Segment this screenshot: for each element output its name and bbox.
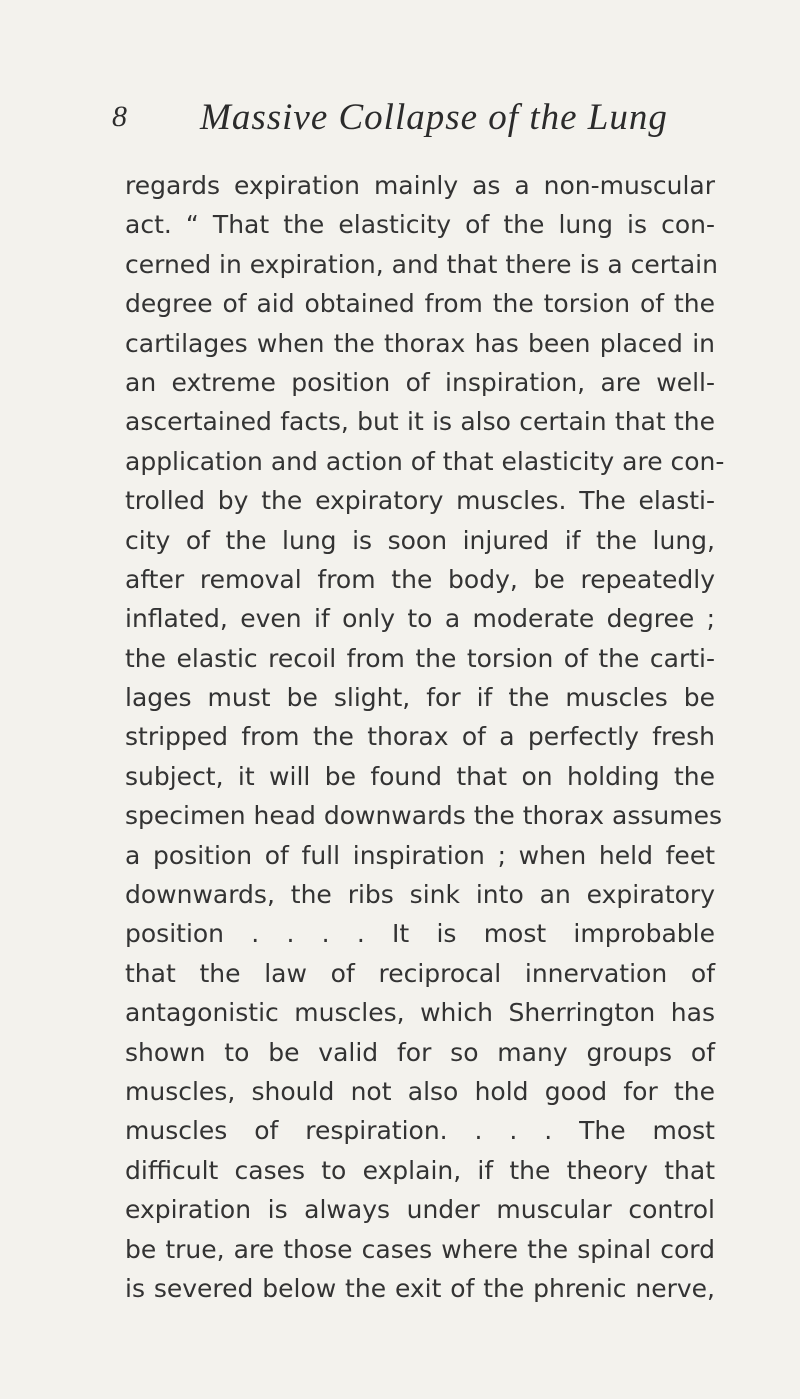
page-header (112, 96, 752, 146)
text-line: trolled by the expiratory muscles. The elasti- (125, 486, 715, 516)
text-line: position . . . . It is most improbable (125, 919, 715, 949)
body-text (125, 166, 725, 1308)
page-number: 8 (112, 100, 127, 133)
text-line: regards expiration mainly as a non-muscular (125, 171, 715, 200)
text-line: application and action of that elasticity are con- (125, 446, 725, 476)
text-line: that the law of reciprocal innervation of (125, 958, 715, 988)
text-line: lages must be slight, for if the muscles be (125, 683, 715, 713)
text-line: is severed below the exit of the phrenic nerve, (125, 1273, 715, 1303)
text-line: a position of full inspiration ; when held feet (125, 840, 715, 870)
text-line: city of the lung is soon injured if the lung, (125, 525, 715, 555)
text-line: antagonistic muscles, which Sherrington has (125, 998, 715, 1028)
text-line: specimen head downwards the thorax assumes (125, 801, 722, 831)
text-line: muscles of respiration. . . . The most (125, 1116, 715, 1146)
text-line: shown to be valid for so many groups of (125, 1037, 715, 1067)
text-line: cerned in expiration, and that there is a certain (125, 249, 718, 279)
text-line: an extreme position of inspiration, are well- (125, 367, 715, 397)
text-line: downwards, the ribs sink into an expiratory (125, 880, 715, 910)
text-line: degree of aid obtained from the torsion of the (125, 289, 715, 319)
text-line: expiration is always under muscular control (125, 1195, 715, 1225)
text-line: after removal from the body, be repeatedly (125, 564, 715, 594)
text-line: ascertained facts, but it is also certain that the (125, 407, 715, 437)
text-line: subject, it will be found that on holding the (125, 761, 715, 791)
text-line: cartilages when the thorax has been placed in (125, 328, 715, 358)
text-line: the elastic recoil from the torsion of the carti- (125, 643, 715, 673)
text-line: difficult cases to explain, if the theory that (125, 1155, 715, 1185)
text-line: muscles, should not also hold good for the (125, 1076, 715, 1106)
text-line: be true, are those cases where the spinal cord (125, 1234, 715, 1264)
text-line: act. “ That the elasticity of the lung is con- (125, 210, 715, 240)
text-line: stripped from the thorax of a perfectly fresh (125, 722, 715, 752)
text-line: inflated, even if only to a moderate degree ; (125, 604, 715, 634)
running-head: Massive Collapse of the Lung (200, 97, 668, 138)
